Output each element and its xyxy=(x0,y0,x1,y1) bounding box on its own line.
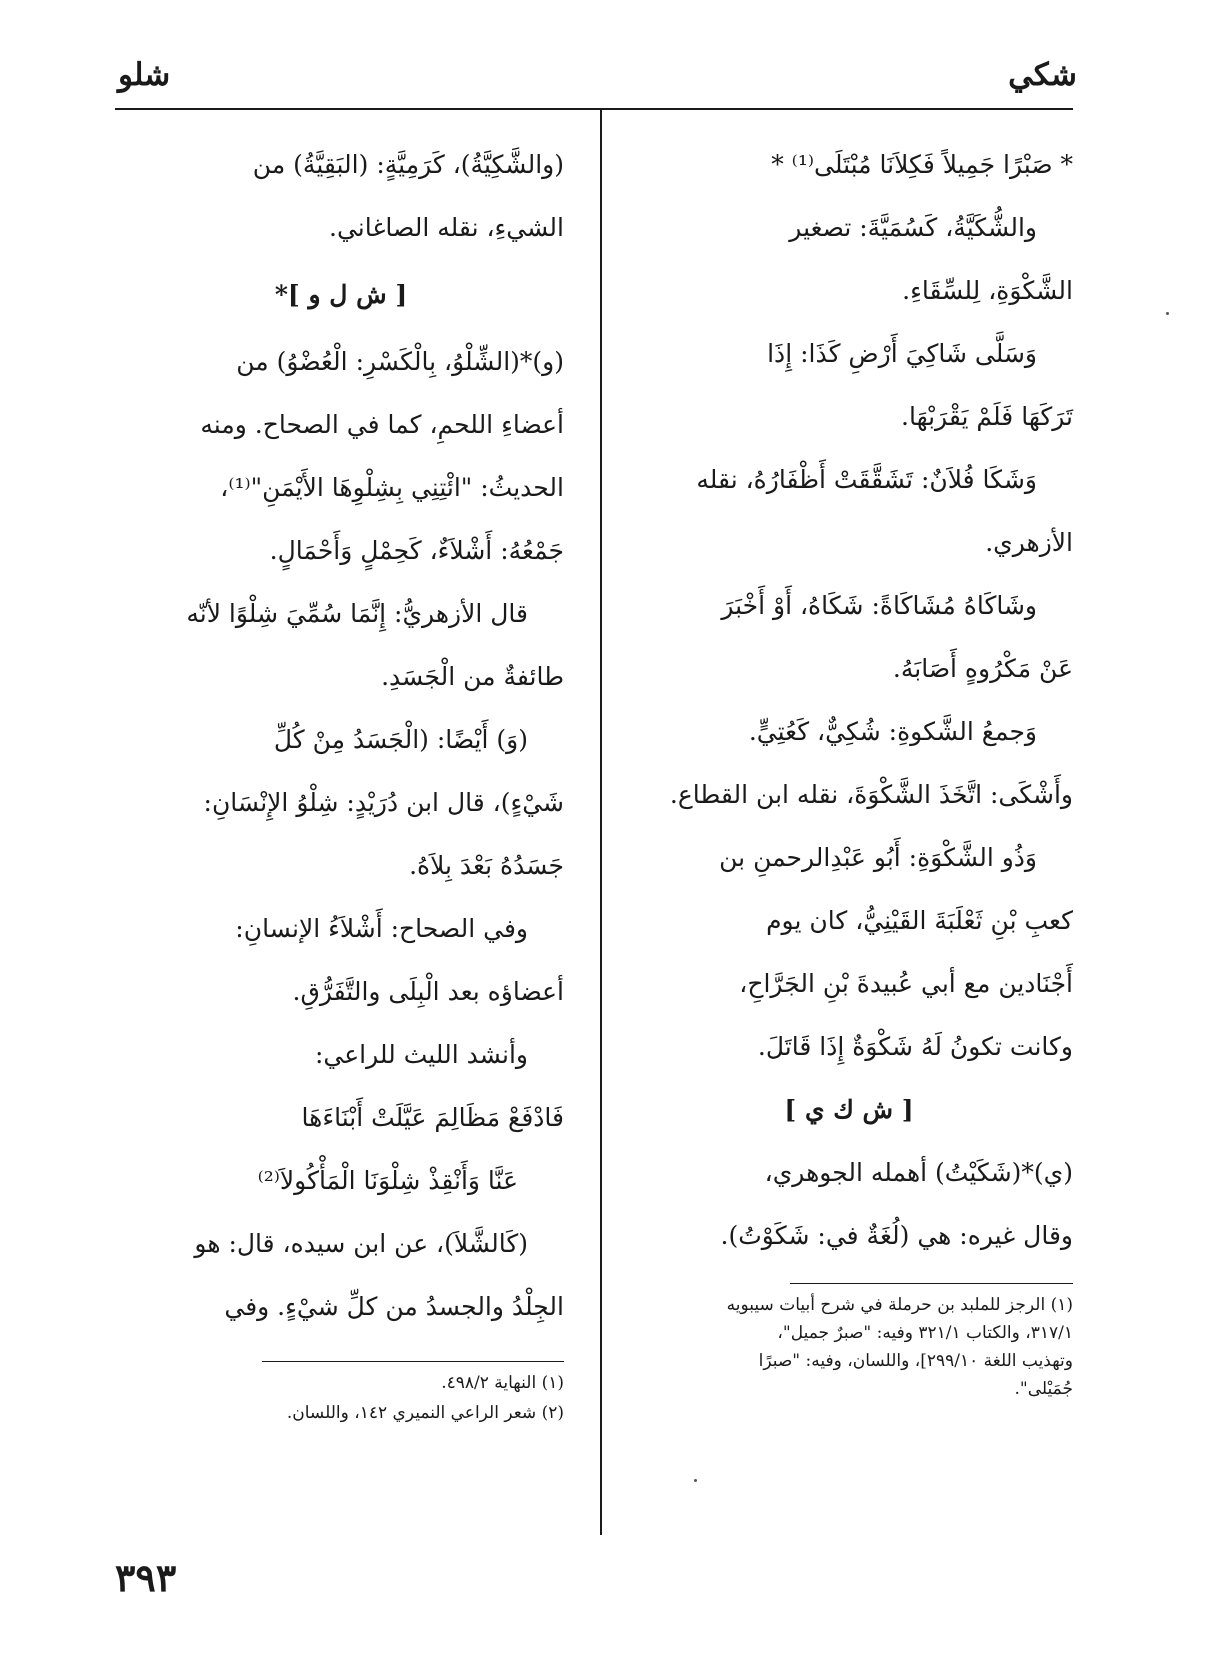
page-number: ٣٩٣ xyxy=(115,1555,177,1600)
text-line: وَذُو الشَّكْوَةِ: أَبُو عَبْدِالرحمنِ بن xyxy=(719,843,1037,872)
root-heading: [ ش ك ي ] xyxy=(784,1095,914,1124)
text-line: قال الأزهريُّ: إِنَّمَا سُمِّيَ شِلْوًا لأنّه xyxy=(186,599,528,628)
header-entry-left: شلو xyxy=(118,57,171,93)
text-line: * صَبْرًا جَمِيلاً فَكِلاَنَا مُبْتَلَى⁽¹⁾ * xyxy=(771,150,1073,179)
footnote-line: (١) النهاية ٤٩٨/٢. xyxy=(441,1373,564,1393)
text-line: وقال غيره: هي (لُغَةٌ في: شَكَوْتُ). xyxy=(720,1221,1073,1250)
text-line: (و)*(الشِّلْوُ، بِالْكَسْرِ: الْعُضْوُ) من xyxy=(236,347,564,376)
text-line: وأَشْكَى: اتَّخَذَ الشَّكْوَةَ، نقله ابن القطاع. xyxy=(669,780,1073,809)
text-line: أعضاءِ اللحمِ، كما في الصحاح. ومنه xyxy=(200,410,564,439)
text-line: أَجْنَادين مع أبي عُبيدةَ بْنِ الجَرَّاحِ، xyxy=(739,969,1073,998)
footnote-line: جُمَيْلى". xyxy=(1014,1379,1073,1399)
text-line: وَسَلَّى شَاكِيَ أَرْضِ كَذَا: إِذَا xyxy=(767,339,1037,368)
footnote-rule xyxy=(262,1361,564,1362)
verse-line: عَنَّا وَأَنْقِذْ شِلْوَنَا الْمَأْكُولاَ⁽²⁾ xyxy=(257,1166,518,1195)
footnote-line: ٣١٧/١، والكتاب ٣٢١/١ وفيه: "صبرٌ جميل"، xyxy=(777,1323,1073,1343)
verse-line: فَادْفَعْ مَظَالِمَ عَيَّلَتْ أَبْنَاءَهَا xyxy=(301,1103,564,1132)
text-line: وشَاكَاهُ مُشَاكَاةً: شَكَاهُ، أَوْ أَخْبَرَ xyxy=(721,591,1037,620)
text-line: (وَ) أَيْضًا: (الْجَسَدُ مِنْ كُلِّ xyxy=(273,725,528,754)
text-line: والشُّكَيَّةُ، كَسُمَيَّةَ: تصغير xyxy=(789,213,1037,242)
text-line: الشَّكْوَةِ، لِلسِّقَاءِ. xyxy=(902,276,1073,305)
text-line: وأنشد الليث للراعي: xyxy=(314,1040,528,1069)
text-line: الحديثُ: "ائْتِنِي بِشِلْوِهَا الأَيْمَنِ"⁽¹⁾، xyxy=(220,473,564,502)
footnote-rule xyxy=(790,1283,1073,1284)
text-line: وفي الصحاح: أَشْلاَءُ الإنسانِ: xyxy=(235,914,528,943)
scan-speck xyxy=(694,1479,697,1482)
text-line: عَنْ مَكْرُوهٍ أَصَابَهُ. xyxy=(892,654,1073,683)
text-line: (ي)*(شَكَيْتُ) أهمله الجوهري، xyxy=(764,1158,1073,1187)
footnote-line: (١) الرجز للملبد بن حرملة في شرح أبيات سيبويه xyxy=(726,1295,1073,1315)
text-line: وَشَكَا فُلاَنٌ: تَشَقَّقَتْ أَظْفَارُهُ، نقله xyxy=(696,465,1037,494)
header-entry-right: شكي xyxy=(1008,57,1077,93)
text-line: كعبِ بْنِ ثَعْلَبَةَ القَيْنِيُّ، كان يوم xyxy=(766,906,1073,935)
text-line: الأزهري. xyxy=(985,528,1073,557)
text-line: جَسَدُهُ بَعْدَ بِلاَهُ. xyxy=(409,851,564,880)
text-line: وَجمعُ الشَّكوةِ: شُكِيٌّ، كَعُتِيٍّ. xyxy=(748,717,1037,746)
text-line: جَمْعُهُ: أَشْلاَءٌ، كَحِمْلٍ وَأَحْمَالٍ. xyxy=(269,536,564,565)
text-line: (كَالشَّلاَ)، عن ابن سيده، قال: هو xyxy=(194,1229,528,1258)
text-line: طائفةٌ من الْجَسَدِ. xyxy=(381,662,564,691)
scan-speck xyxy=(1166,312,1169,315)
text-line: الشيءِ، نقله الصاغاني. xyxy=(329,213,564,242)
root-heading: [ ش ل و ]* xyxy=(274,280,408,309)
text-line: أعضاؤه بعد الْبِلَى والتَّفَرُّقِ. xyxy=(292,977,564,1006)
text-line: شَيْءٍ)، قال ابن دُرَيْدٍ: شِلْوُ الإِنْسَانِ: xyxy=(203,788,564,817)
footnote-line: وتهذيب اللغة ٢٩٩/١٠]، واللسان، وفيه: "صبرًا xyxy=(758,1351,1073,1371)
text-line: وكانت تكونُ لَهُ شَكْوَةٌ إِذَا قَاتَلَ. xyxy=(757,1032,1073,1061)
text-line: (والشَّكِيَّةُ)، كَرَمِيَّةٍ: (البَقِيَّةُ) من xyxy=(252,150,564,179)
text-line: الجِلْدُ والجسدُ من كلِّ شيْءٍ. وفي xyxy=(224,1292,564,1321)
header-rule xyxy=(115,108,1073,110)
text-line: تَرَكَهَا فَلَمْ يَقْرَبْهَا. xyxy=(901,402,1073,431)
column-divider xyxy=(600,110,602,1535)
footnote-line: (٢) شعر الراعي النميري ١٤٢، واللسان. xyxy=(286,1403,564,1423)
